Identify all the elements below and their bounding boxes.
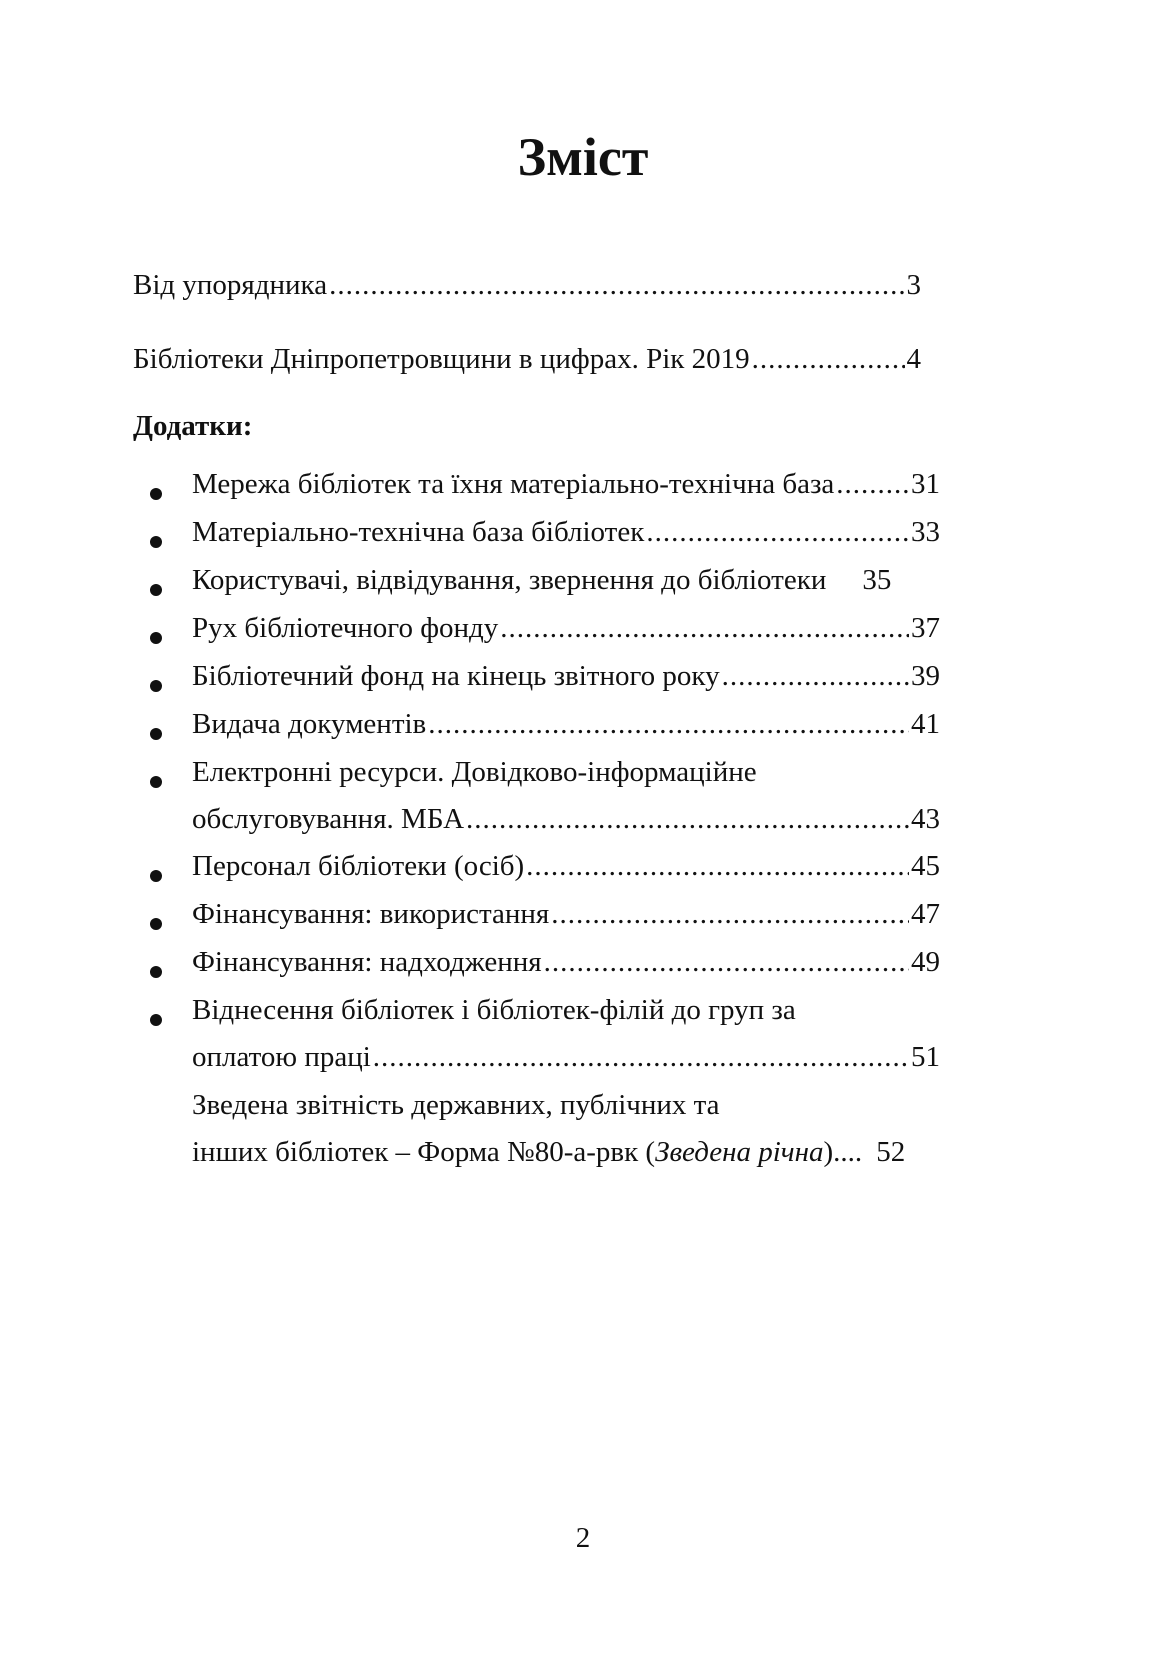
leader-dots bbox=[373, 1040, 909, 1075]
toc-item-page: 51 bbox=[911, 1041, 940, 1073]
summary-line2[interactable] bbox=[192, 1135, 905, 1170]
toc-item-page: 31 bbox=[911, 468, 940, 500]
summary-line1[interactable]: Зведена звітність державних, публічних та bbox=[192, 1089, 720, 1121]
bullet-icon bbox=[150, 870, 162, 882]
toc-item[interactable] bbox=[192, 707, 940, 742]
bullet-icon bbox=[150, 728, 162, 740]
toc-item-label: Бібліотечний фонд на кінець звітного року bbox=[192, 660, 720, 692]
bullet-icon bbox=[150, 632, 162, 644]
leader-dots bbox=[500, 611, 909, 646]
summary-line2-italic: Зведена річна bbox=[655, 1136, 824, 1168]
toc-item[interactable] bbox=[192, 802, 940, 837]
bullet-icon bbox=[150, 488, 162, 500]
toc-item[interactable] bbox=[192, 467, 940, 502]
leader-dots bbox=[329, 268, 904, 303]
toc-item[interactable] bbox=[192, 1040, 940, 1075]
leader-dots bbox=[526, 849, 909, 884]
toc-item[interactable] bbox=[192, 611, 940, 646]
toc-item-label: Користувачі, відвідування, звернення до бібліотеки bbox=[192, 564, 827, 596]
leader-dots bbox=[836, 467, 909, 502]
toc-item-page: 49 bbox=[911, 946, 940, 978]
summary-line2-suffix: ).... bbox=[823, 1136, 863, 1168]
toc-item[interactable] bbox=[192, 897, 940, 932]
toc-item-page: 43 bbox=[911, 803, 940, 835]
toc-entry-from-compiler[interactable] bbox=[133, 268, 921, 303]
toc-item[interactable] bbox=[192, 515, 940, 550]
leader-dots bbox=[466, 802, 909, 837]
toc-item-label: Фінансування: використання bbox=[192, 898, 550, 930]
bullet-icon bbox=[150, 680, 162, 692]
toc-item-page: 37 bbox=[911, 612, 940, 644]
toc-item[interactable] bbox=[192, 945, 940, 980]
page-title: Зміст bbox=[517, 127, 649, 187]
toc-item-line1[interactable]: Електронні ресурси. Довідково-інформаційне bbox=[192, 756, 757, 788]
bullet-icon bbox=[150, 1014, 162, 1026]
toc-item-page: 47 bbox=[911, 898, 940, 930]
leader-dots bbox=[544, 945, 909, 980]
leader-dots bbox=[551, 897, 909, 932]
toc-item-label: Мережа бібліотек та їхня матеріально-технічна база bbox=[192, 468, 835, 500]
toc-item-page: 41 bbox=[911, 708, 940, 740]
leader-dots bbox=[646, 515, 909, 550]
bullet-icon bbox=[150, 584, 162, 596]
toc-item-label: оплатою праці bbox=[192, 1041, 371, 1073]
toc-entry-page: 4 bbox=[906, 343, 921, 375]
bullet-icon bbox=[150, 966, 162, 978]
toc-item[interactable] bbox=[192, 659, 940, 694]
leader-dots bbox=[428, 707, 909, 742]
toc-entry-label: Від упорядника bbox=[133, 269, 328, 301]
bullet-icon bbox=[150, 918, 162, 930]
toc-item-label: Матеріально-технічна база бібліотек bbox=[192, 516, 645, 548]
leader-dots bbox=[752, 342, 905, 377]
toc-entry-page: 3 bbox=[906, 269, 921, 301]
toc-item-page: 45 bbox=[911, 850, 940, 882]
toc-item-page: 33 bbox=[911, 516, 940, 548]
page-number: 2 bbox=[575, 1522, 591, 1554]
toc-item-label: Видача документів bbox=[192, 708, 427, 740]
toc-entry-label: Бібліотеки Дніпропетровщини в цифрах. Рік 2019 bbox=[133, 343, 750, 375]
summary-line2-prefix: інших бібліотек – Форма №80-а-рвк ( bbox=[192, 1136, 656, 1168]
toc-item[interactable] bbox=[192, 849, 940, 884]
leader-dots bbox=[722, 659, 909, 694]
toc-item-label: Рух бібліотечного фонду bbox=[192, 612, 499, 644]
toc-item-page: 35 bbox=[862, 564, 892, 596]
toc-item[interactable] bbox=[192, 563, 940, 598]
toc-item-label: Персонал бібліотеки (осіб) bbox=[192, 850, 525, 882]
toc-item-label: обслуговування. МБА bbox=[192, 803, 465, 835]
summary-page: 52 bbox=[876, 1136, 906, 1168]
toc-item-label: Фінансування: надходження bbox=[192, 946, 542, 978]
bullet-icon bbox=[150, 776, 162, 788]
toc-entry-libraries-in-numbers[interactable] bbox=[133, 342, 921, 377]
appendix-heading: Додатки: bbox=[133, 410, 253, 442]
toc-item-line1[interactable]: Віднесення бібліотек і бібліотек-філій до груп за bbox=[192, 994, 796, 1026]
bullet-icon bbox=[150, 536, 162, 548]
toc-item-page: 39 bbox=[911, 660, 940, 692]
